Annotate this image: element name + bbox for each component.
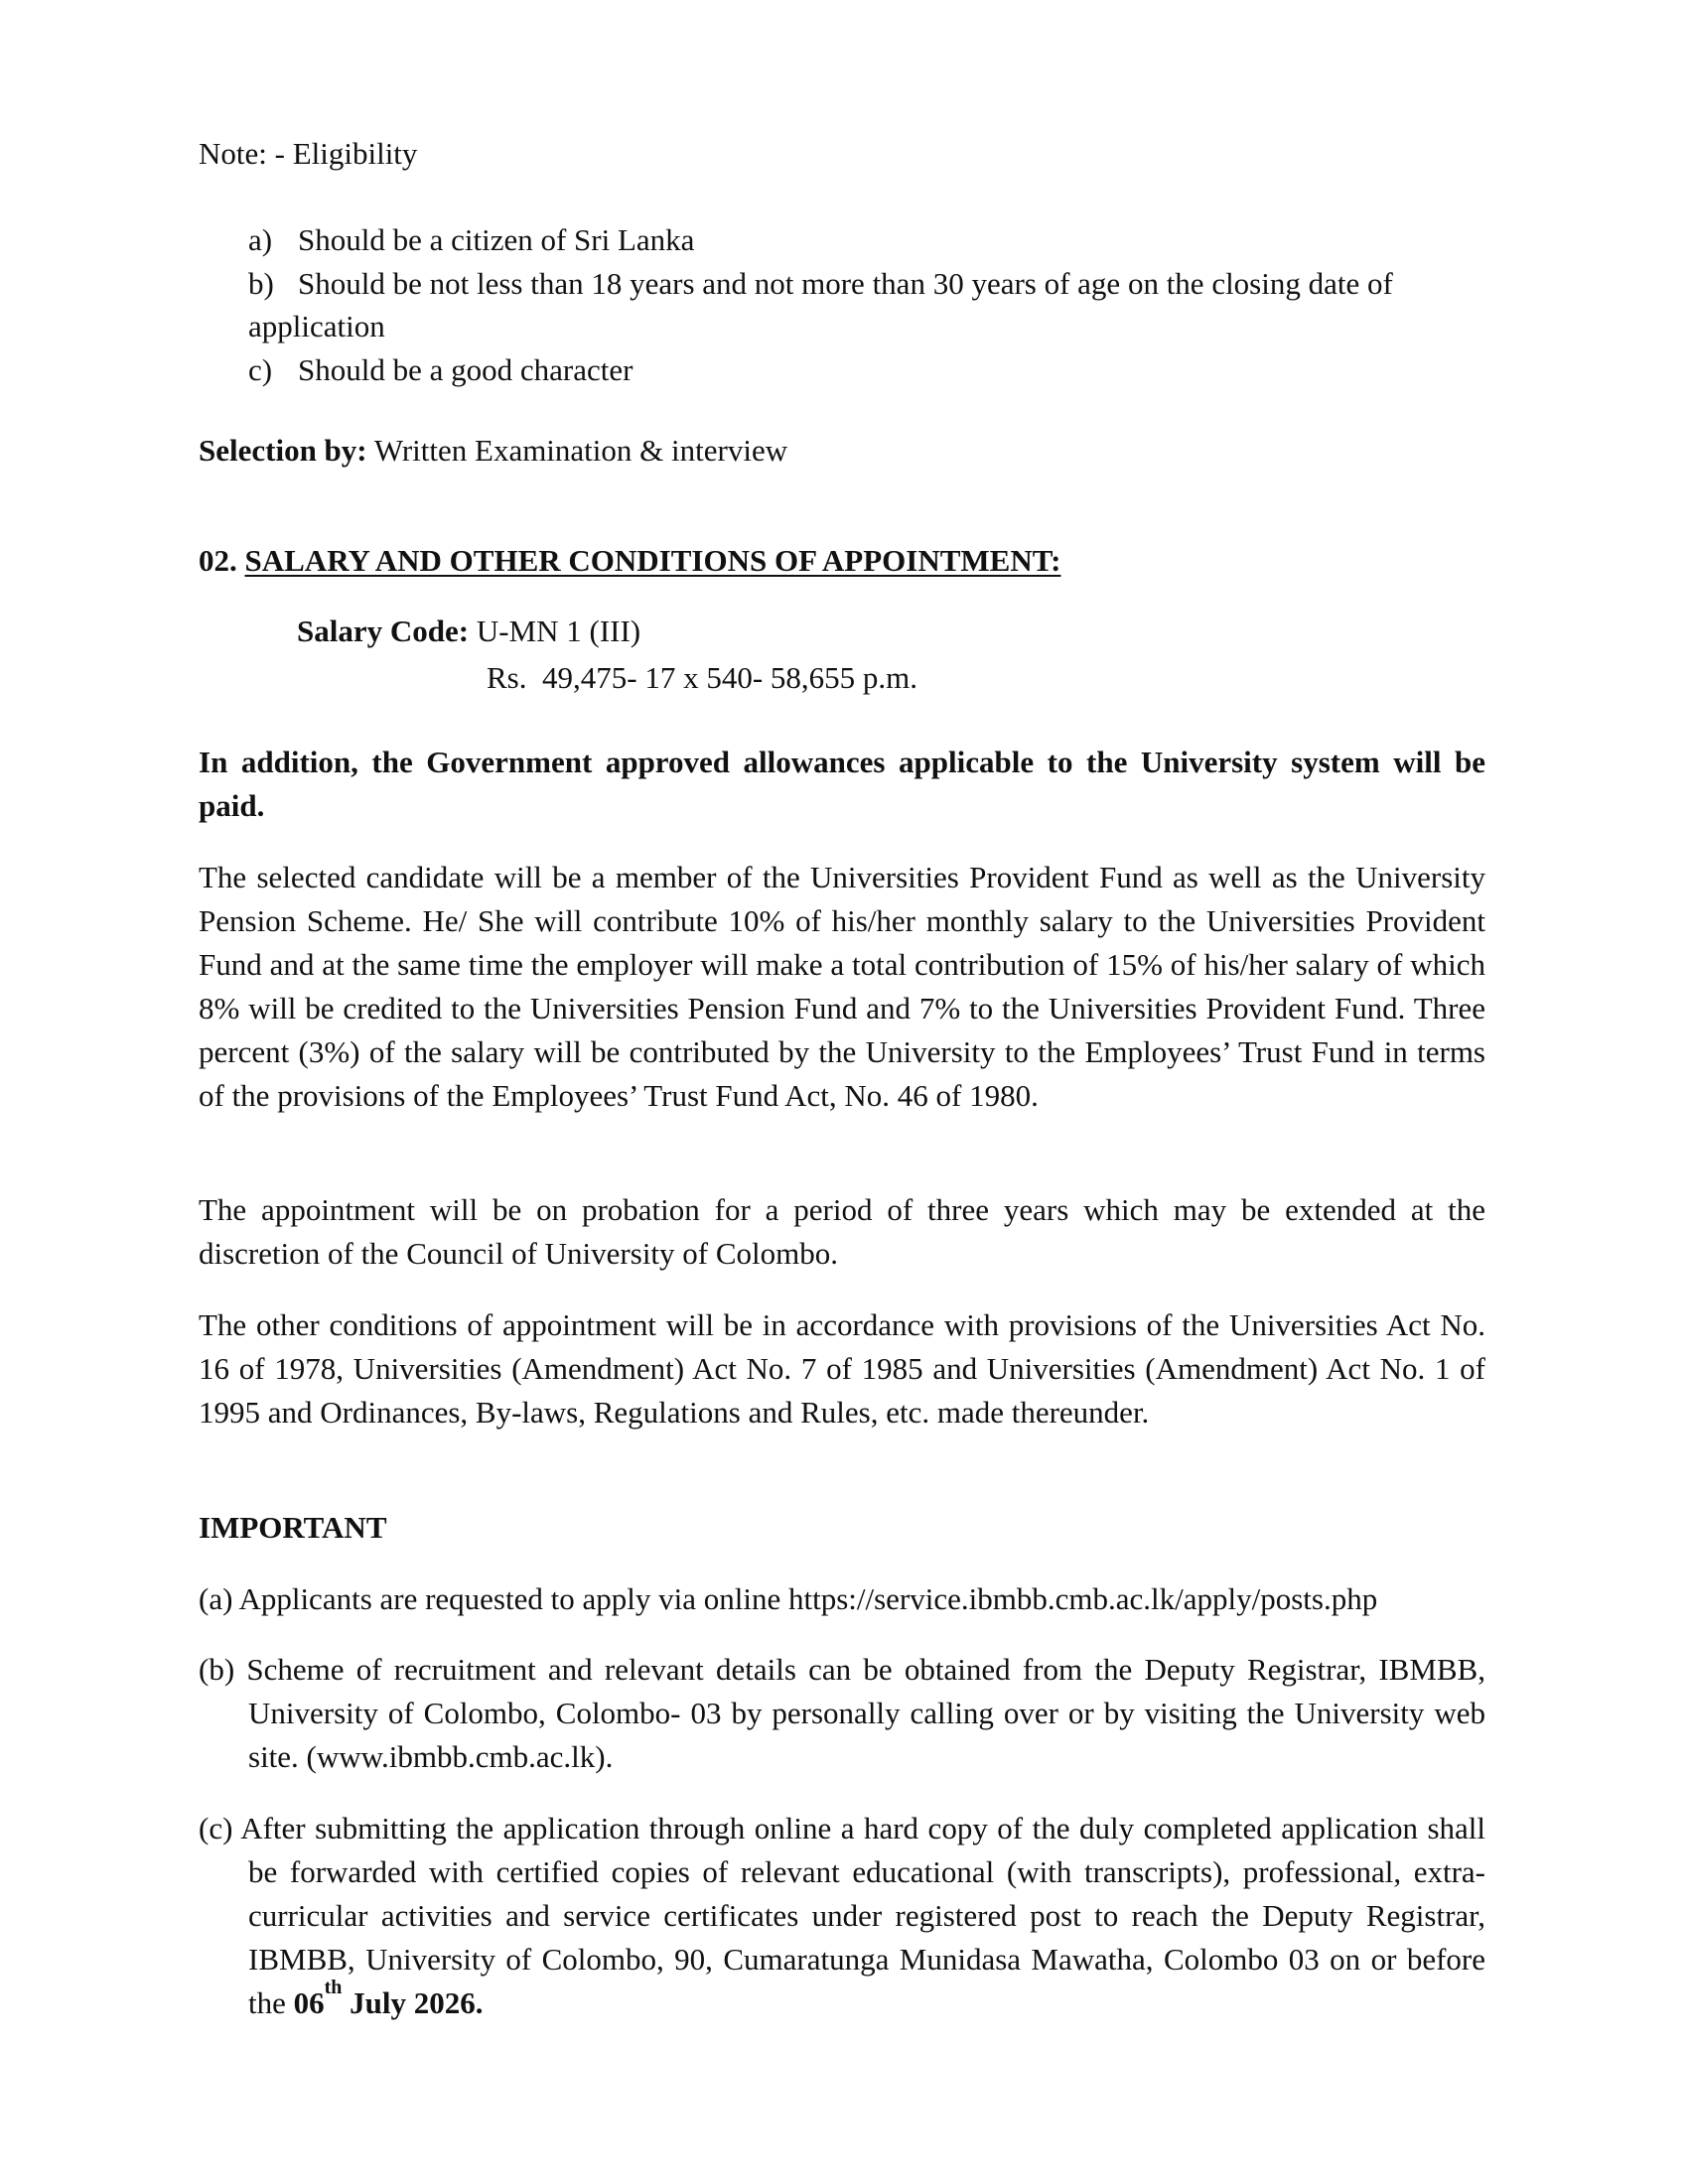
provident-fund-paragraph: The selected candidate will be a member of the Universities Provident Fund as well as the University Pension Scheme. He/ She will contribute 10% of his/her monthly salary to the Universities Provident Fund and at the same time the employer will make a total contribution of 15% of his/her salary of which 8% will be credited to the Universities Pension Fund and 7% to the Universities Provident Fund. Three percent (3%) of the salary will be contributed by the University to the Employees’ Trust Fund in terms of the provisions of the Employees’ Trust Fund Act, No. 46 of 1980. bbox=[199, 860, 1485, 1113]
section-number: 02. bbox=[199, 543, 237, 578]
selection-value: Written Examination & interview bbox=[366, 433, 788, 468]
salary-code-label: Salary Code: bbox=[297, 614, 470, 648]
list-marker: a) bbox=[248, 222, 273, 257]
list-item bbox=[248, 262, 1489, 306]
salary-code-value: U-MN 1 (III) bbox=[469, 614, 641, 648]
important-item-c-text: (c) After submitting the application through online a hard copy of the duly completed application shall be forwarded with certified copies of relevant educational (with transcripts), professional, extra-curricular activities and service certificates under registered post to reach the Deputy Registrar, IBMBB, University of Colombo, 90, Cumaratunga Munidasa Mawatha, Colombo 03 on or before the bbox=[199, 1811, 1485, 2020]
section-title: SALARY AND OTHER CONDITIONS OF APPOINTMENT: bbox=[244, 543, 1061, 578]
deadline-suffix: th bbox=[324, 1977, 343, 1998]
allowances-note: In addition, the Government approved allowances applicable to the University system will be paid. bbox=[199, 745, 1485, 823]
list-marker: b) bbox=[248, 266, 274, 301]
probation-paragraph: The appointment will be on probation for a period of three years which may be extended at the discretion of the Council of University of Colombo. bbox=[199, 1192, 1485, 1271]
important-item-c bbox=[199, 1807, 1485, 2025]
salary-code-line bbox=[297, 610, 640, 653]
important-heading: IMPORTANT bbox=[199, 1510, 387, 1545]
list-item-text: Should be not less than 18 years and not more than 30 years of age on the closing date of bbox=[298, 266, 1393, 301]
list-marker: c) bbox=[248, 352, 273, 387]
important-item-b: (b) Scheme of recruitment and relevant details can be obtained from the Deputy Registrar, IBMBB, University of Colombo, Colombo- 03 by personally calling over or by visiting the University web site. (www.ibmbb.cmb.ac.lk). bbox=[199, 1652, 1485, 1774]
deadline-date bbox=[293, 1977, 484, 2020]
list-item-text: Should be a citizen of Sri Lanka bbox=[298, 222, 695, 257]
other-conditions-paragraph: The other conditions of appointment will be in accordance with provisions of the Universities Act No. 16 of 1978, Universities (Amendment) Act No. 7 of 1985 and Universities (Amendment) Act No. 1 of 1995 and Ordinances, By-laws, Regulations and Rules, etc. made thereunder. bbox=[199, 1307, 1485, 1430]
note-heading: Note: - Eligibility bbox=[199, 136, 418, 171]
list-item bbox=[248, 218, 1489, 262]
list-item-text: Should be a good character bbox=[298, 352, 633, 387]
list-item bbox=[248, 348, 1489, 392]
section-heading bbox=[199, 539, 1060, 583]
deadline-month-year: July 2026. bbox=[342, 1985, 484, 2020]
deadline-day: 06 bbox=[293, 1985, 325, 2020]
selection-label: Selection by: bbox=[199, 433, 367, 468]
selection-line bbox=[199, 429, 787, 473]
important-item-a: (a) Applicants are requested to apply via online https://service.ibmbb.cmb.ac.lk/apply/posts.php bbox=[199, 1581, 1378, 1616]
salary-scale: Rs. 49,475- 17 x 540- 58,655 p.m. bbox=[487, 660, 917, 695]
list-item-continuation: application bbox=[248, 309, 385, 343]
